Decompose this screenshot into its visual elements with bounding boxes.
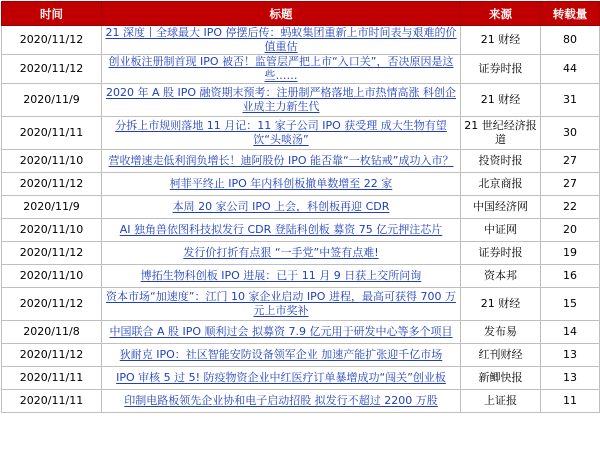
cell-date: 2020/11/12 bbox=[2, 344, 102, 367]
cell-source: 21 财经 bbox=[461, 26, 541, 55]
cell-title-link[interactable]: 2020 年 A 股 IPO 融资期末预考：注册制严格落地上市热情高涨 科创企业成主力新生代 bbox=[102, 84, 461, 117]
cell-source: 21 财经 bbox=[461, 84, 541, 117]
table-row bbox=[2, 390, 600, 413]
cell-source: 资本邦 bbox=[461, 265, 541, 288]
cell-count: 13 bbox=[541, 344, 600, 367]
cell-count: 22 bbox=[541, 196, 600, 219]
cell-source: 红刊财经 bbox=[461, 344, 541, 367]
cell-title-link[interactable]: 资本市场“加速度”：江门 10 家企业启动 IPO 进程，最高可获得 700 万元上市奖补 bbox=[102, 288, 461, 321]
cell-title-link[interactable]: 分拆上市规则落地 11 月记：11 家子公司 IPO 获受理 成大生物有望饮“头啖汤” bbox=[102, 117, 461, 150]
cell-title-link[interactable]: 印制电路板领先企业协和电子启动招股 拟发行不超过 2200 万股 bbox=[102, 390, 461, 413]
cell-source: 中国经济网 bbox=[461, 196, 541, 219]
cell-date: 2020/11/11 bbox=[2, 390, 102, 413]
table-row bbox=[2, 26, 600, 55]
table-row bbox=[2, 321, 600, 344]
cell-count: 13 bbox=[541, 367, 600, 390]
cell-count: 11 bbox=[541, 390, 600, 413]
cell-count: 16 bbox=[541, 265, 600, 288]
cell-title-link[interactable]: 创业板注册制首现 IPO 被否！监管层严把上市“入口关”，否决原因是这些…… bbox=[102, 55, 461, 84]
table-row bbox=[2, 117, 600, 150]
cell-source: 证券时报 bbox=[461, 242, 541, 265]
cell-title-link[interactable]: 本周 20 家公司 IPO 上会，科创板再迎 CDR bbox=[102, 196, 461, 219]
table-row bbox=[2, 265, 600, 288]
table-header-row bbox=[2, 2, 600, 26]
cell-date: 2020/11/9 bbox=[2, 196, 102, 219]
cell-date: 2020/11/10 bbox=[2, 265, 102, 288]
cell-date: 2020/11/12 bbox=[2, 55, 102, 84]
cell-source: 北京商报 bbox=[461, 173, 541, 196]
cell-count: 27 bbox=[541, 173, 600, 196]
cell-count: 14 bbox=[541, 321, 600, 344]
cell-title-link[interactable]: 狄耐克 IPO：社区智能安防设备领军企业 加速产能扩张迎千亿市场 bbox=[102, 344, 461, 367]
cell-count: 44 bbox=[541, 55, 600, 84]
table-row bbox=[2, 84, 600, 117]
cell-count: 19 bbox=[541, 242, 600, 265]
cell-date: 2020/11/10 bbox=[2, 150, 102, 173]
cell-count: 30 bbox=[541, 117, 600, 150]
cell-source: 21 世纪经济报道 bbox=[461, 117, 541, 150]
table-row bbox=[2, 55, 600, 84]
header-title: 标题 bbox=[102, 2, 461, 26]
header-source: 来源 bbox=[461, 2, 541, 26]
ipo-news-table bbox=[1, 1, 600, 413]
cell-source: 发布易 bbox=[461, 321, 541, 344]
header-date: 时间 bbox=[2, 2, 102, 26]
cell-title-link[interactable]: 营收增速走低利润负增长！迪阿股份 IPO 能否靠“一枚钻戒”成功入市？ bbox=[102, 150, 461, 173]
cell-source: 新鲫快报 bbox=[461, 367, 541, 390]
cell-title-link[interactable]: 21 深度丨全球最大 IPO 停摆后传：蚂蚁集团重新上市时间表与艰难的价值重估 bbox=[102, 26, 461, 55]
table-row bbox=[2, 367, 600, 390]
table-row bbox=[2, 150, 600, 173]
cell-source: 上证报 bbox=[461, 390, 541, 413]
cell-title-link[interactable]: 博拓生物科创板 IPO 进展：已于 11 月 9 日获上交所问询 bbox=[102, 265, 461, 288]
table-row bbox=[2, 344, 600, 367]
cell-count: 31 bbox=[541, 84, 600, 117]
cell-title-link[interactable]: IPO 审核 5 过 5! 防疫物资企业中红医疗订单暴增成功“闯关”创业板 bbox=[102, 367, 461, 390]
cell-date: 2020/11/11 bbox=[2, 367, 102, 390]
cell-source: 中证网 bbox=[461, 219, 541, 242]
table-row bbox=[2, 196, 600, 219]
header-count: 转载量 bbox=[541, 2, 600, 26]
cell-source: 证券时报 bbox=[461, 55, 541, 84]
cell-date: 2020/11/9 bbox=[2, 84, 102, 117]
table-row bbox=[2, 219, 600, 242]
cell-date: 2020/11/8 bbox=[2, 321, 102, 344]
cell-date: 2020/11/10 bbox=[2, 219, 102, 242]
cell-date: 2020/11/12 bbox=[2, 288, 102, 321]
cell-source: 投资时报 bbox=[461, 150, 541, 173]
cell-source: 21 财经 bbox=[461, 288, 541, 321]
cell-count: 15 bbox=[541, 288, 600, 321]
ipo-news-table-container bbox=[1, 1, 599, 457]
cell-title-link[interactable]: 发行价打折有点狠 “一手党”中签有点难! bbox=[102, 242, 461, 265]
table-row bbox=[2, 242, 600, 265]
cell-count: 20 bbox=[541, 219, 600, 242]
cell-count: 27 bbox=[541, 150, 600, 173]
cell-count: 80 bbox=[541, 26, 600, 55]
cell-date: 2020/11/12 bbox=[2, 242, 102, 265]
table-row bbox=[2, 173, 600, 196]
cell-title-link[interactable]: 柯菲平终止 IPO 年内科创板撤单数增至 22 家 bbox=[102, 173, 461, 196]
cell-date: 2020/11/12 bbox=[2, 26, 102, 55]
cell-title-link[interactable]: AI 独角兽依图科技拟发行 CDR 登陆科创板 募资 75 亿元押注芯片 bbox=[102, 219, 461, 242]
cell-date: 2020/11/11 bbox=[2, 117, 102, 150]
cell-date: 2020/11/12 bbox=[2, 173, 102, 196]
table-row bbox=[2, 288, 600, 321]
cell-title-link[interactable]: 中国联合 A 股 IPO 顺利过会 拟募资 7.9 亿元用于研发中心等多个项目 bbox=[102, 321, 461, 344]
